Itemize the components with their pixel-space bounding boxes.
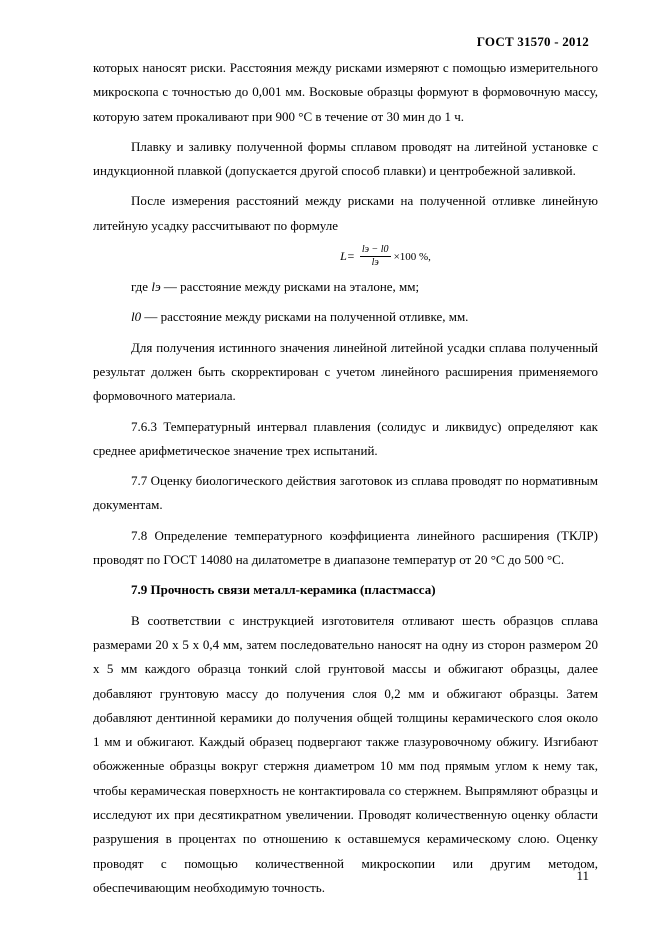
paragraph-melting: Плавку и заливку полученной формы сплавом проводят на литейной установке с индукционной плавкой (допускается другой способ плавки) и центробежной заливкой. xyxy=(93,138,598,179)
document-body xyxy=(93,56,598,906)
paragraph-7-8: 7.8 Определение температурного коэффициента линейного расширения (ТКЛР) проводят по ГОСТ 14080 на дилатометре в диапазоне температур от 20 °С до 500 °С. xyxy=(93,527,598,568)
formula-fraction xyxy=(360,244,391,269)
definition-le-text: — расстояние между рисками на эталоне, мм; xyxy=(160,279,420,295)
formula-numerator: lэ − l0 xyxy=(361,244,389,256)
section-heading-7-9: 7.9 Прочность связи металл-керамика (пластмасса) xyxy=(131,582,436,598)
paragraph-continuation: которых наносят риски. Расстояния между рисками измеряют с помощью измерительного микроскопа с точностью до 0,001 мм. Восковые образцы формуют в формовочную массу, которую затем прокаливают при 900 °С в течение от 30 мин до 1 ч. xyxy=(93,60,598,124)
page-number: 11 xyxy=(576,868,589,883)
paragraph-correction: Для получения истинного значения линейной литейной усадки сплава полученный результат должен быть скорректирован с учетом линейного расширения применяемого формовочного материала. xyxy=(93,339,598,404)
paragraph-shrinkage-intro: После измерения расстояний между рисками на полученной отливке линейную литейную усадку рассчитывают по формуле xyxy=(93,193,598,233)
paragraph-7-6-3: 7.6.3 Температурный интервал плавления (солидус и ликвидус) определяют как среднее арифметическое значение трех испытаний. xyxy=(93,418,598,458)
paragraph-7-7: 7.7 Оценку биологического действия заготовок из сплава проводят по нормативным документам. xyxy=(93,473,598,513)
formula-lhs: L= xyxy=(340,249,355,264)
definition-l0-text: — расстояние между рисками на полученной отливке, мм. xyxy=(141,309,469,325)
formula-denominator: lэ xyxy=(371,257,379,269)
definition-le: где lэ — расстояние между рисками на эталоне, мм; xyxy=(131,279,420,295)
formula-tail: ×100 %, xyxy=(393,250,431,263)
definition-l0 xyxy=(93,305,598,329)
shrinkage-formula xyxy=(93,244,598,269)
paragraph-7-9-body: В соответствии с инструкцией изготовителя отливают шесть образцов сплава размерами 20 х 5 х 0,4 мм, затем последовательно наносят на одну из сторон размером 20 х 5 мм каждого образца тонкий слой грунтовой массы и обжигают образцы, далее добавляют грунтовую массу до получения слоя 0,2 мм и обжигают образцы. Затем добавляют дентинной керамики до получения общей толщины керамического слоя около 1 мм и обжигают. Каждый образец подвергают также глазуровочному обжигу. Изгибают обожженные образцы вокруг стержня диаметром 10 мм под прямым углом к нему так, чтобы керамическая поверхность не контактировала со стержнем. Выпрямляют образцы и исследуют их при десятикратном увеличении. Проводят количественную оценку области разрушения в процентах по отношению к оставшемуся керамическому слою. Оценку проводят с помощью количественной микроскопии или другим методом, обеспечивающим необходимую точность. xyxy=(93,612,598,895)
document-header: ГОСТ 31570 - 2012 xyxy=(476,34,589,49)
definition-le-symbol: lэ xyxy=(151,279,161,295)
definition-l0-symbol: l0 xyxy=(131,309,142,325)
